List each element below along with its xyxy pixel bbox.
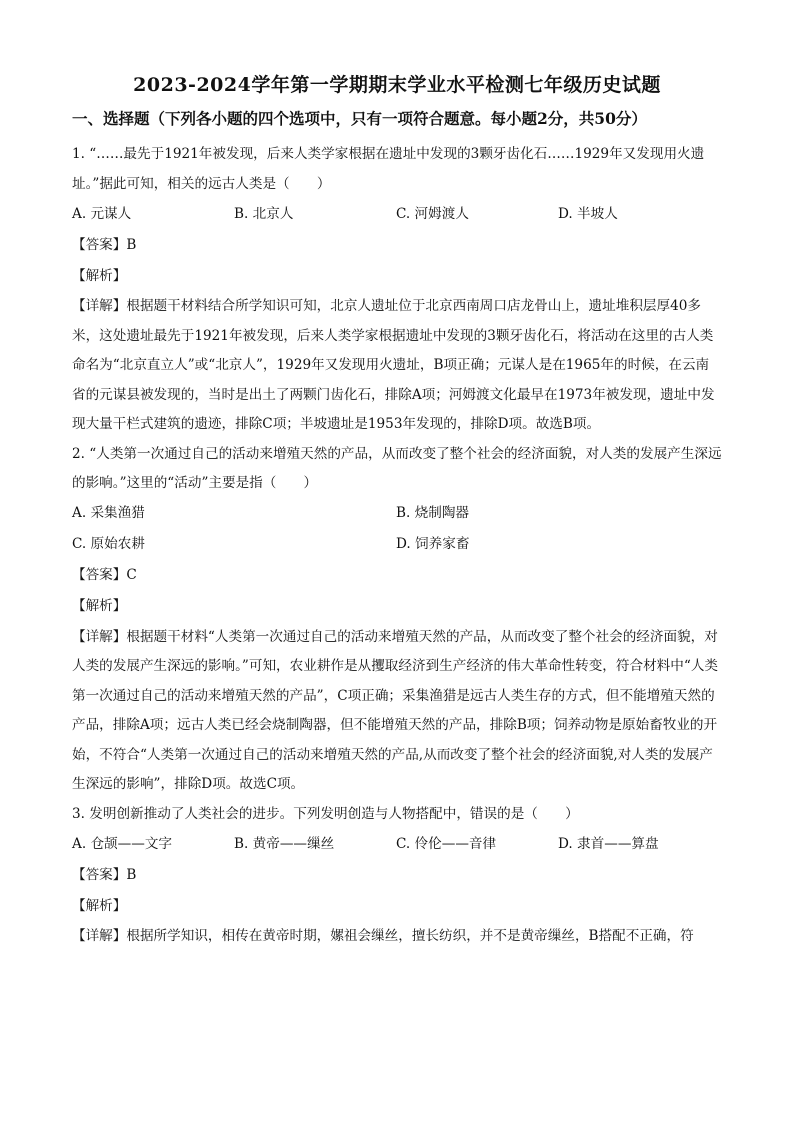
- answer-value: B: [126, 236, 137, 253]
- question-1-option-a: A. 元谋人: [72, 205, 132, 222]
- question-1-answer: [72, 230, 722, 261]
- exam-title: 2023-2024学年第一学期期末学业水平检测七年级历史试题: [133, 74, 661, 96]
- question-3-option-d: D. 隶首——算盘: [558, 835, 659, 852]
- question-3-stem: 3. 发明创新推动了人类社会的进步。下列发明创造与人物搭配中，错误的是（ ）: [72, 805, 579, 822]
- question-1-stem: 1. “……最先于1921年被发现，后来人类学家根据在遗址中发现的3颗牙齿化石……1929年又发现用火遗址。”据此可知，相关的远古人类是（ ）: [72, 146, 705, 192]
- detail-text: 根据题干材料“人类第一次通过自己的活动来增殖天然的产品，从而改变了整个社会的经济面貌，对人类的发展产生深远的影响。”可知，农业耕作是从攫取经济到生产经济的伟大革命性转变，符合材料中“人类第一次通过自己的活动来增殖天然的产品”，C项正确；采集渔猎是远古人类生存的方式，但不能增殖天然的产品，排除A项；远古人类已经会烧制陶器，但不能增殖天然的产品，排除B项；饲养动物是原始畜牧业的开始，不符合“人类第一次通过自己的活动来增殖天然的产品,从而改变了整个社会的经济面貌,对人类的发展产生深远的影响”，排除D项。故选C项。: [72, 628, 719, 792]
- question-3-analysis-label: 【解析】: [72, 897, 127, 914]
- section-heading: 一、选择题（下列各小题的四个选项中，只有一项符合题意。每小题2分，共50分）: [72, 109, 647, 128]
- answer-label: 【答案】: [72, 236, 127, 253]
- question-2-options-row-1: [72, 499, 722, 530]
- question-3-option-a: A. 仓颉——文字: [72, 835, 173, 852]
- question-list: [72, 140, 722, 952]
- detail-label: 【详解】: [72, 928, 127, 944]
- detail-text: 根据所学知识，相传在黄帝时期，嫘祖会缫丝，擅长纺织，并不是黄帝缫丝，B搭配不正确，符: [126, 928, 694, 944]
- answer-value: B: [126, 866, 137, 883]
- question-2-option-d: D. 饲养家畜: [396, 536, 470, 553]
- question-1-options: [72, 199, 722, 230]
- question-2-option-c: C. 原始农耕: [72, 536, 145, 553]
- question-2-option-a: A. 采集渔猎: [72, 505, 145, 522]
- question-3-option-b: B. 黄帝——缫丝: [234, 835, 335, 852]
- question-3-answer: [72, 860, 722, 891]
- question-1-analysis-label: 【解析】: [72, 267, 127, 284]
- question-1-option-d: D. 半坡人: [558, 205, 618, 222]
- answer-label: 【答案】: [72, 567, 127, 584]
- question-2-stem: 2. “人类第一次通过自己的活动来增殖天然的产品，从而改变了整个社会的经济面貌，对人类的发展产生深远的影响。”这里的“活动”主要是指（ ）: [72, 445, 722, 491]
- answer-value: C: [126, 567, 137, 584]
- question-2-answer: [72, 561, 722, 592]
- detail-text: 根据题干材料结合所学知识可知，北京人遗址位于北京西南周口店龙骨山上，遗址堆积层厚40多米，这处遗址最先于1921年被发现，后来人类学家根据遗址中发现的3颗牙齿化石，将活动在这里的古人类命名为“北京直立人”或“北京人”，1929年又发现用火遗址，B项正确；元谋人是在1965年的时候，在云南省的元谋县被发现的，当时是出土了两颗门齿化石，排除A项；河姆渡文化最早在1973年被发现，遗址中发现大量干栏式建筑的遗迹，排除C项；半坡遗址是1953年发现的，排除D项。故选B项。: [72, 298, 715, 432]
- detail-label: 【详解】: [72, 298, 127, 314]
- detail-label: 【详解】: [72, 628, 127, 645]
- question-1-option-b: B. 北京人: [234, 205, 294, 222]
- question-1-detail: [72, 292, 722, 440]
- question-1-option-c: C. 河姆渡人: [396, 205, 469, 222]
- question-3-option-c: C. 伶伦——音律: [396, 835, 497, 852]
- question-2-analysis-label: 【解析】: [72, 598, 127, 615]
- question-2-options-row-2: [72, 530, 722, 561]
- question-2-option-b: B. 烧制陶器: [396, 505, 470, 522]
- question-2-detail: [72, 623, 722, 800]
- question-3-detail: [72, 922, 722, 952]
- answer-label: 【答案】: [72, 866, 127, 883]
- question-3-options: [72, 829, 722, 860]
